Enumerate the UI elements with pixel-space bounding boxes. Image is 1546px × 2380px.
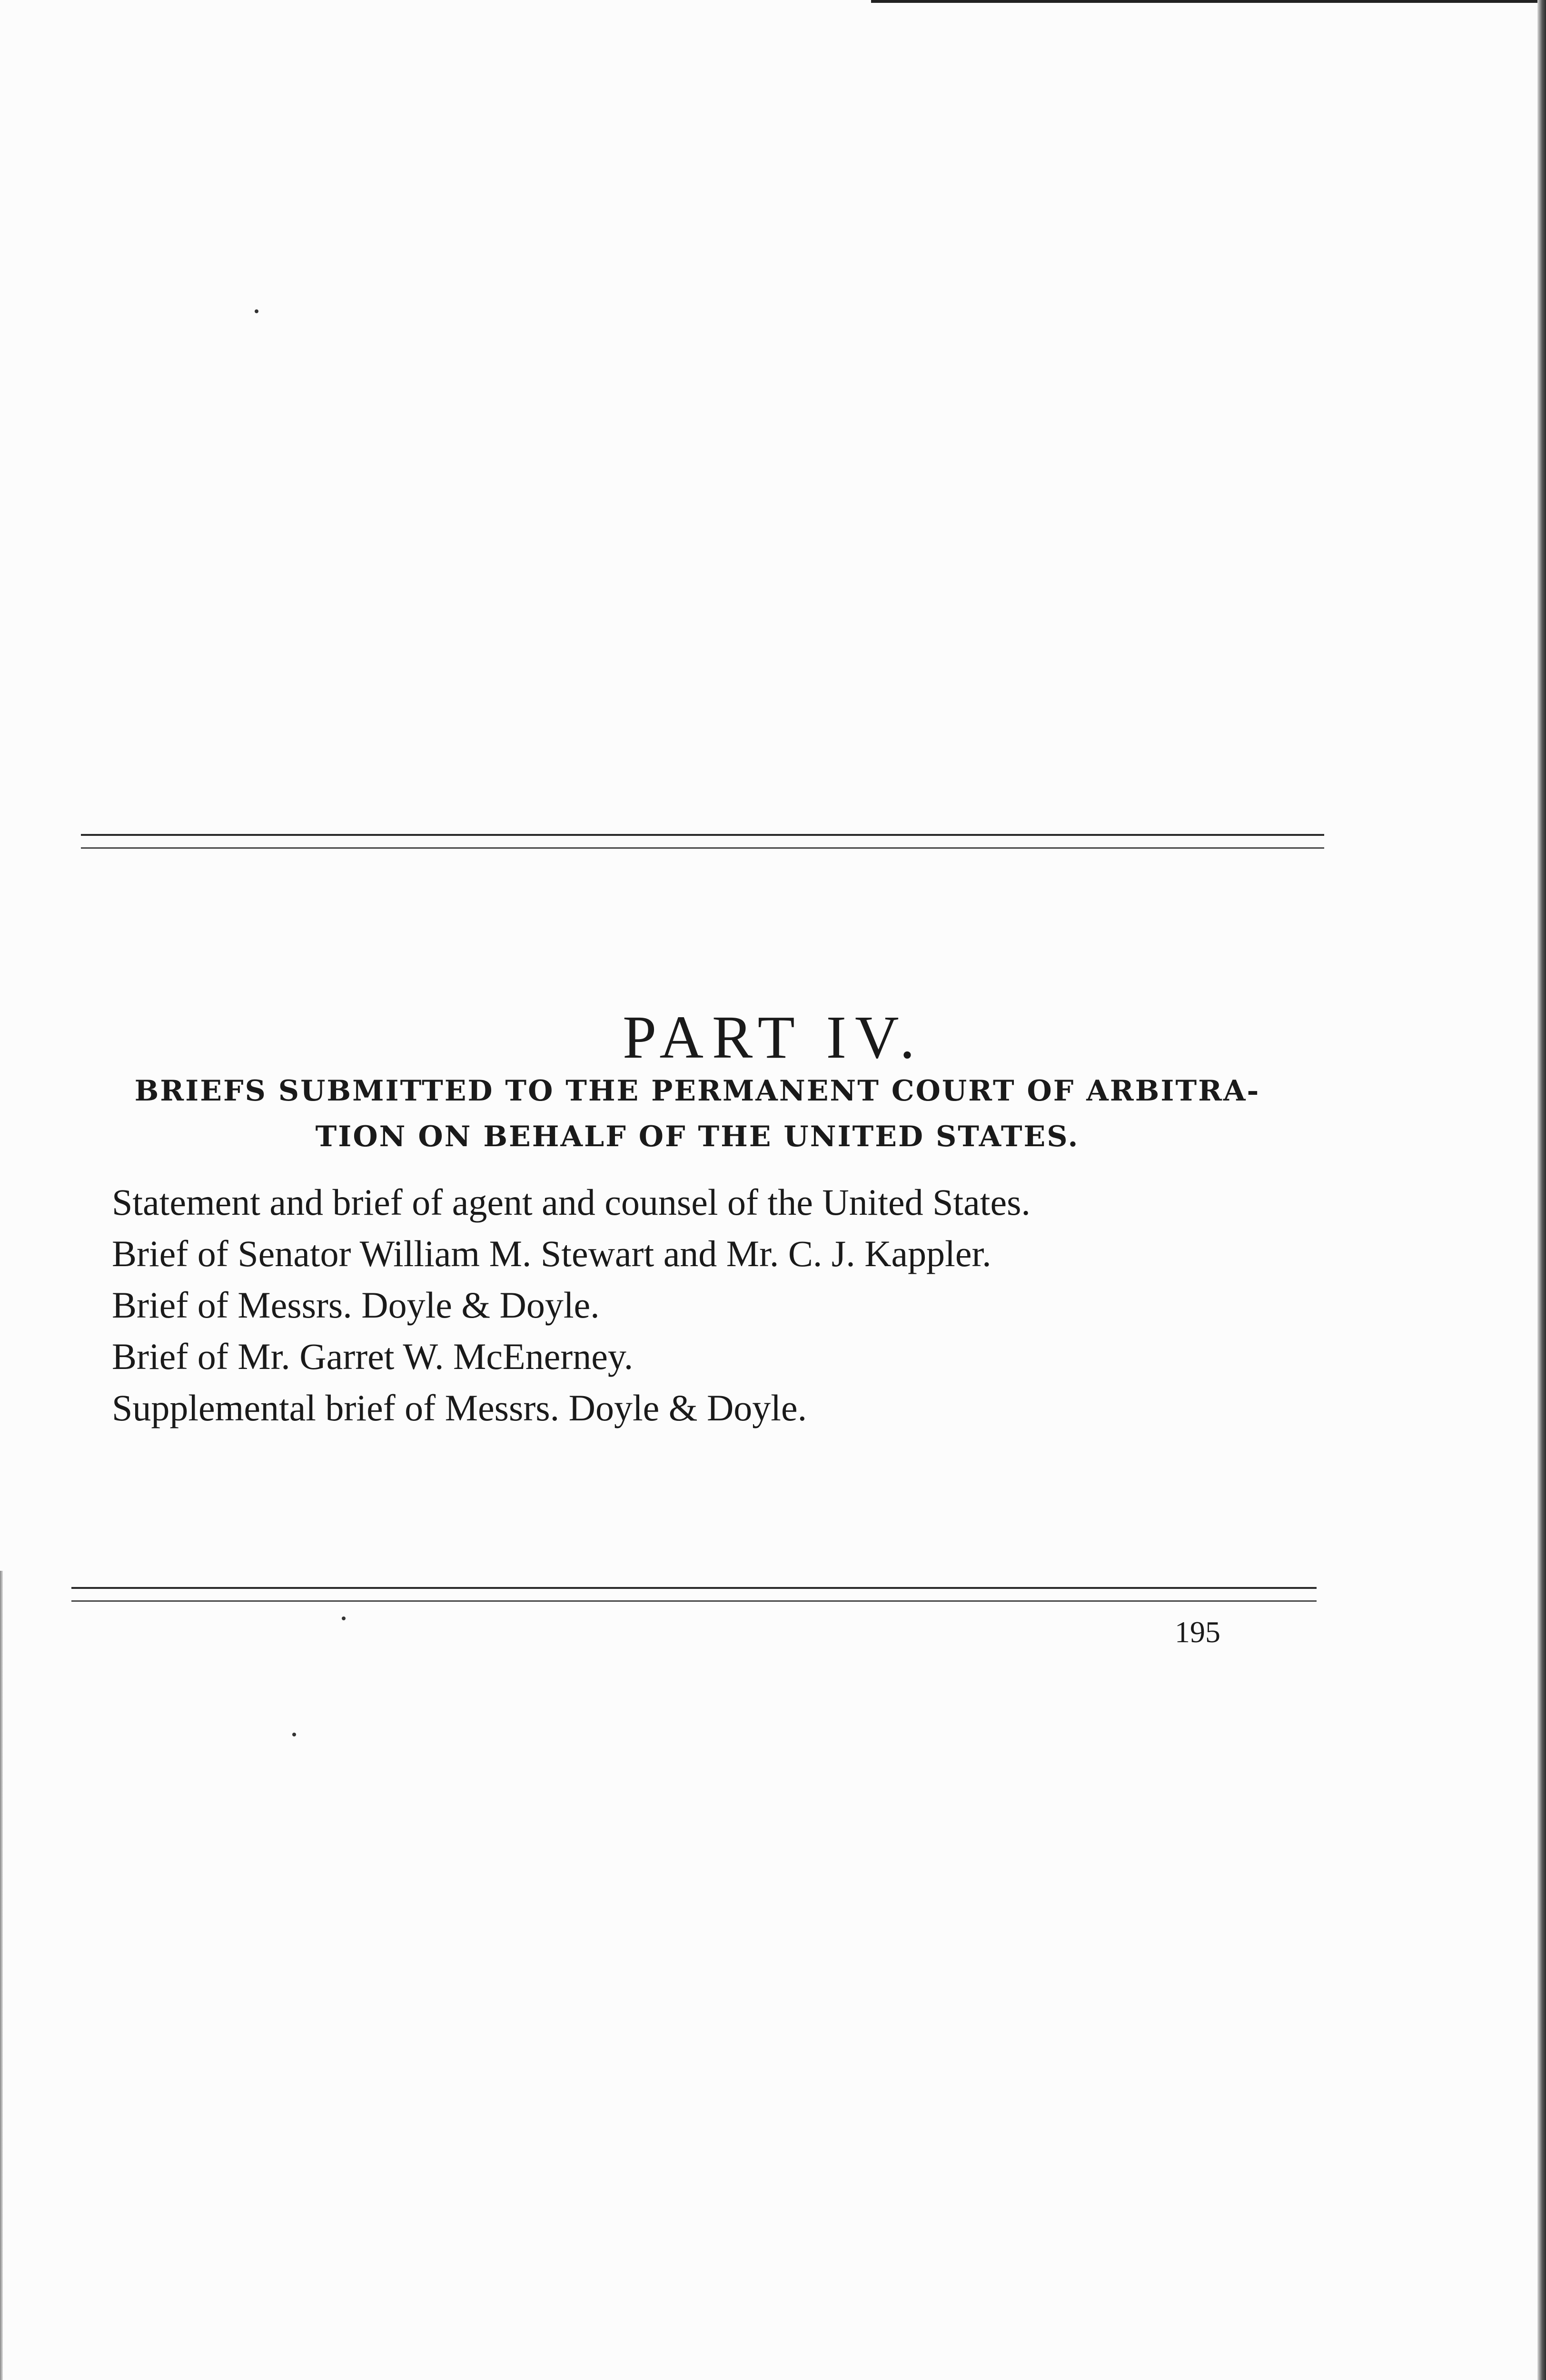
bottom-rule-thin xyxy=(71,1600,1317,1602)
scan-speck xyxy=(255,309,258,313)
page-left-edge-shadow xyxy=(0,1571,3,2380)
scan-speck xyxy=(292,1733,296,1736)
contents-item: Brief of Messrs. Doyle & Doyle. xyxy=(112,1284,600,1326)
part-heading: PART IV. xyxy=(623,1003,923,1071)
contents-item: Supplemental brief of Messrs. Doyle & Doyle. xyxy=(112,1387,807,1428)
contents-item: Statement and brief of agent and counsel of the United States. xyxy=(112,1181,1031,1223)
page-number: 195 xyxy=(1175,1615,1220,1649)
subtitle-line-1: BRIEFS SUBMITTED TO THE PERMANENT COURT OF ARBITRA- xyxy=(134,1074,1260,1108)
contents-list xyxy=(112,1177,1031,1434)
page-top-edge-shadow xyxy=(871,0,1546,3)
page-right-edge-shadow xyxy=(1537,0,1546,2380)
top-rule-thick xyxy=(81,834,1324,836)
top-rule-thin xyxy=(81,847,1324,849)
subtitle-line-2: TION ON BEHALF OF THE UNITED STATES. xyxy=(315,1120,1080,1153)
scan-speck xyxy=(342,1616,346,1620)
bottom-rule-thick xyxy=(71,1587,1317,1589)
contents-item: Brief of Mr. Garret W. McEnerney. xyxy=(112,1336,634,1377)
contents-item: Brief of Senator William M. Stewart and Mr. C. J. Kappler. xyxy=(112,1233,991,1274)
section-subtitle xyxy=(71,1068,1323,1160)
